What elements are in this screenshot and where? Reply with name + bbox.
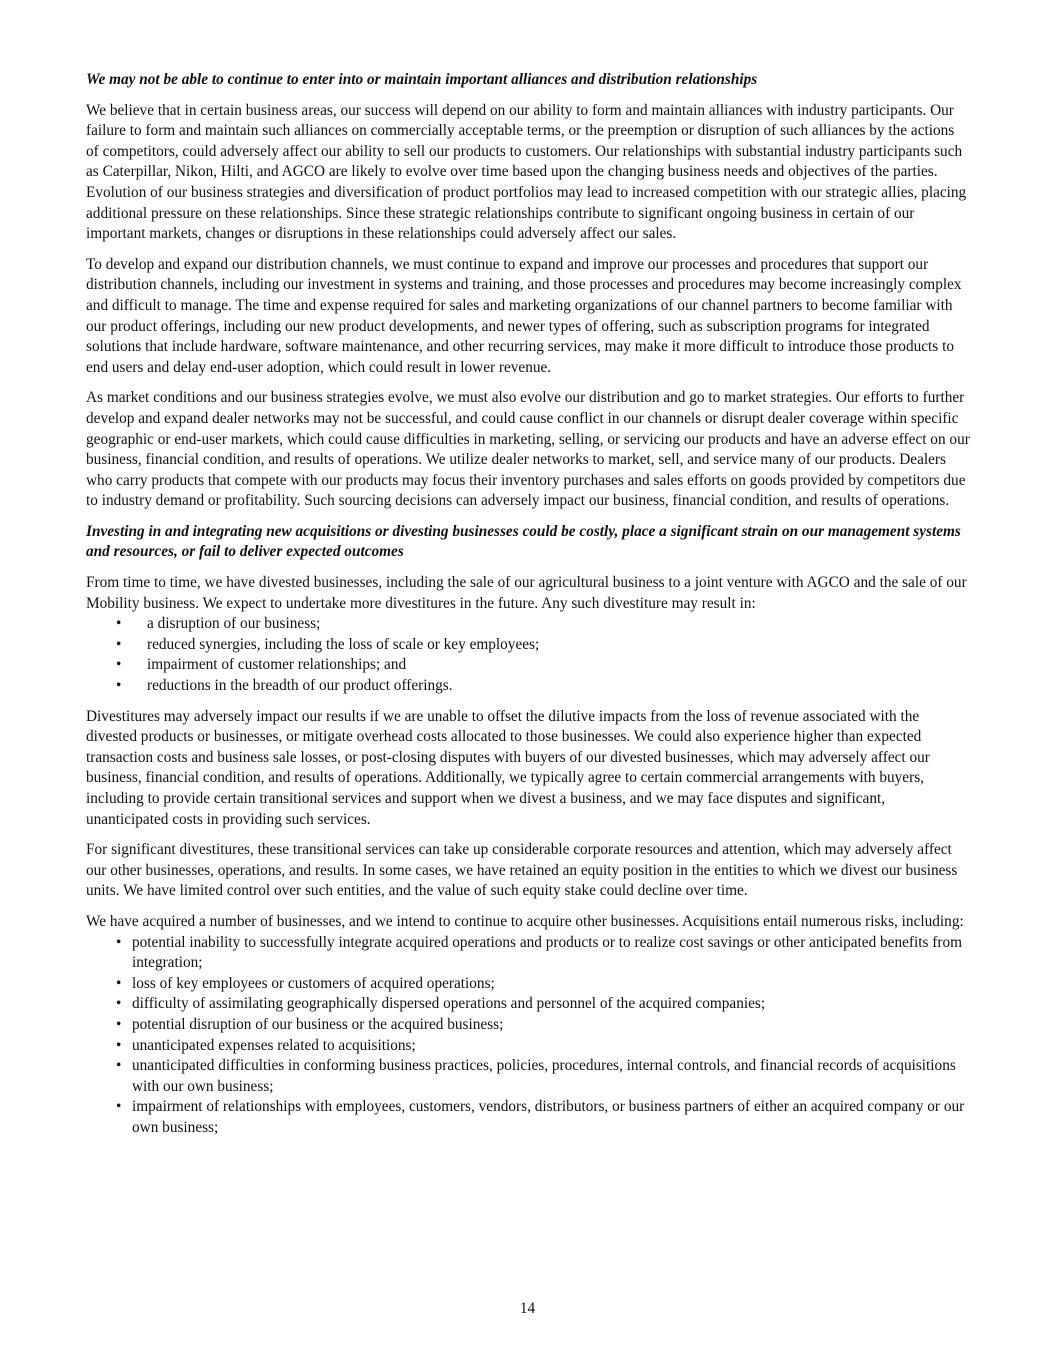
list-item: • unanticipated expenses related to acquisitions; bbox=[86, 1036, 970, 1057]
paragraph: Divestitures may adversely impact our results if we are unable to offset the dilutive impacts from the loss of revenue associated with the divested products or businesses, or mitigate overhead costs allocated to those businesses. We could also experience higher than expected transaction costs and business sale losses, or post-closing disputes with buyers of our divested businesses, which may adversely affect our business, financial condition, and results of operations. Additionally, we typically agree to certain commercial arrangements with buyers, including to provide certain transitional services and support when we divest a business, and we may face disputes and significant, unanticipated costs in providing such services. bbox=[86, 707, 930, 828]
list-item: • impairment of customer relationships; and bbox=[86, 655, 970, 676]
section-heading-alliances: We may not be able to continue to enter into or maintain important alliances and distribution relationships bbox=[86, 71, 758, 88]
list-item: • reduced synergies, including the loss of scale or key employees; bbox=[86, 635, 970, 656]
paragraph-divestitures-intro: From time to time, we have divested businesses, including the sale of our agricultural business to a joint venture with AGCO and the sale of our Mobility business. We expect to undertake more divestitures in the future. Any such divestiture may result in: bbox=[86, 574, 967, 612]
bullet-mark: • bbox=[116, 615, 122, 633]
acquisition-risks-list bbox=[86, 933, 970, 1139]
list-item: • impairment of relationships with employees, customers, vendors, distributors, or business partners of either an acquired company or our own business; bbox=[116, 1098, 965, 1136]
list-item: • difficulty of assimilating geographically dispersed operations and personnel of the acquired companies; bbox=[86, 994, 970, 1015]
list-item: • potential disruption of our business or the acquired business; bbox=[86, 1015, 970, 1036]
list-item: • loss of key employees or customers of acquired operations; bbox=[86, 974, 970, 995]
bullet-mark: • bbox=[116, 1057, 122, 1075]
paragraph: As market conditions and our business strategies evolve, we must also evolve our distribution and go to market strategies. Our efforts to further develop and expand dealer networks may not be successful, and could cause conflict in our channels or disrupt dealer coverage within specific geographic or end-user markets, which could cause difficulties in marketing, selling, or servicing our products and have an adverse effect on our business, financial condition, and results of operations. We utilize dealer networks to market, sell, and service many of our products. Dealers who carry products that compete with our products may focus their inventory purchases and sales efforts on goods provided by competitors due to industry demand or profitability. Such sourcing decisions can adversely impact our business, financial condition, and results of operations. bbox=[86, 389, 970, 510]
list-item: • a disruption of our business; bbox=[86, 614, 970, 635]
paragraph-acquisitions-intro: We have acquired a number of businesses, and we intend to continue to acquire other businesses. Acquisitions entail numerous risks, including: bbox=[86, 912, 964, 930]
page-number: 14 bbox=[519, 1300, 536, 1317]
bullet-mark: • bbox=[116, 635, 122, 653]
paragraph: For significant divestitures, these transitional services can take up considerable corporate resources and attention, which may adversely affect our other businesses, operations, and results. In some cases, we have retained an equity position in the entities to which we divest our business units. We have limited control over such entities, and the value of such equity stake could decline over time. bbox=[86, 841, 958, 900]
bullet-mark: • bbox=[116, 933, 122, 951]
list-item: • reductions in the breadth of our product offerings. bbox=[86, 676, 970, 697]
bullet-mark: • bbox=[116, 1098, 122, 1116]
divestiture-risks-list bbox=[86, 614, 970, 696]
section-heading-acquisitions: Investing in and integrating new acquisitions or divesting businesses could be costly, place a significant strain on our management systems and resources, or fail to deliver expected outcomes bbox=[86, 522, 961, 561]
bullet-mark: • bbox=[116, 677, 122, 695]
document-page bbox=[86, 70, 970, 1149]
bullet-mark: • bbox=[116, 995, 122, 1013]
bullet-mark: • bbox=[116, 974, 122, 992]
paragraph: We believe that in certain business areas, our success will depend on our ability to form and maintain alliances with industry participants. Our failure to form and maintain such alliances on commercially acceptable terms, or the preemption or disruption of such alliances by the actions of competitors, could adversely affect our ability to sell our products to customers. Our relationships with substantial industry participants such as Caterpillar, Nikon, Hilti, and AGCO are likely to evolve over time based upon the changing business needs and objectives of the parties. Evolution of our business strategies and diversification of product portfolios may lead to increased competition with our strategic allies, placing additional pressure on these relationships. Since these strategic relationships contribute to significant ongoing business in certain of our important markets, changes or disruptions in these relationships could adversely affect our sales. bbox=[86, 101, 967, 243]
paragraph: To develop and expand our distribution channels, we must continue to expand and improve our processes and procedures that support our distribution channels, including our investment in systems and training, and those processes and procedures may become increasingly complex and difficult to manage. The time and expense required for sales and marketing organizations of our channel partners to become familiar with our product offerings, including our new product developments, and newer types of offering, such as subscription programs for integrated solutions that include hardware, software maintenance, and other recurring services, may make it more difficult to introduce those products to end users and delay end-user adoption, which could result in lower revenue. bbox=[86, 255, 962, 376]
bullet-mark: • bbox=[116, 656, 122, 674]
bullet-mark: • bbox=[116, 1036, 122, 1054]
bullet-mark: • bbox=[116, 1015, 122, 1033]
list-item: • potential inability to successfully integrate acquired operations and products or to realize cost savings or other anticipated benefits from integration; bbox=[116, 933, 963, 972]
list-item: • unanticipated difficulties in conforming business practices, policies, procedures, internal controls, and financial records of acquisitions with our own business; bbox=[116, 1057, 956, 1095]
